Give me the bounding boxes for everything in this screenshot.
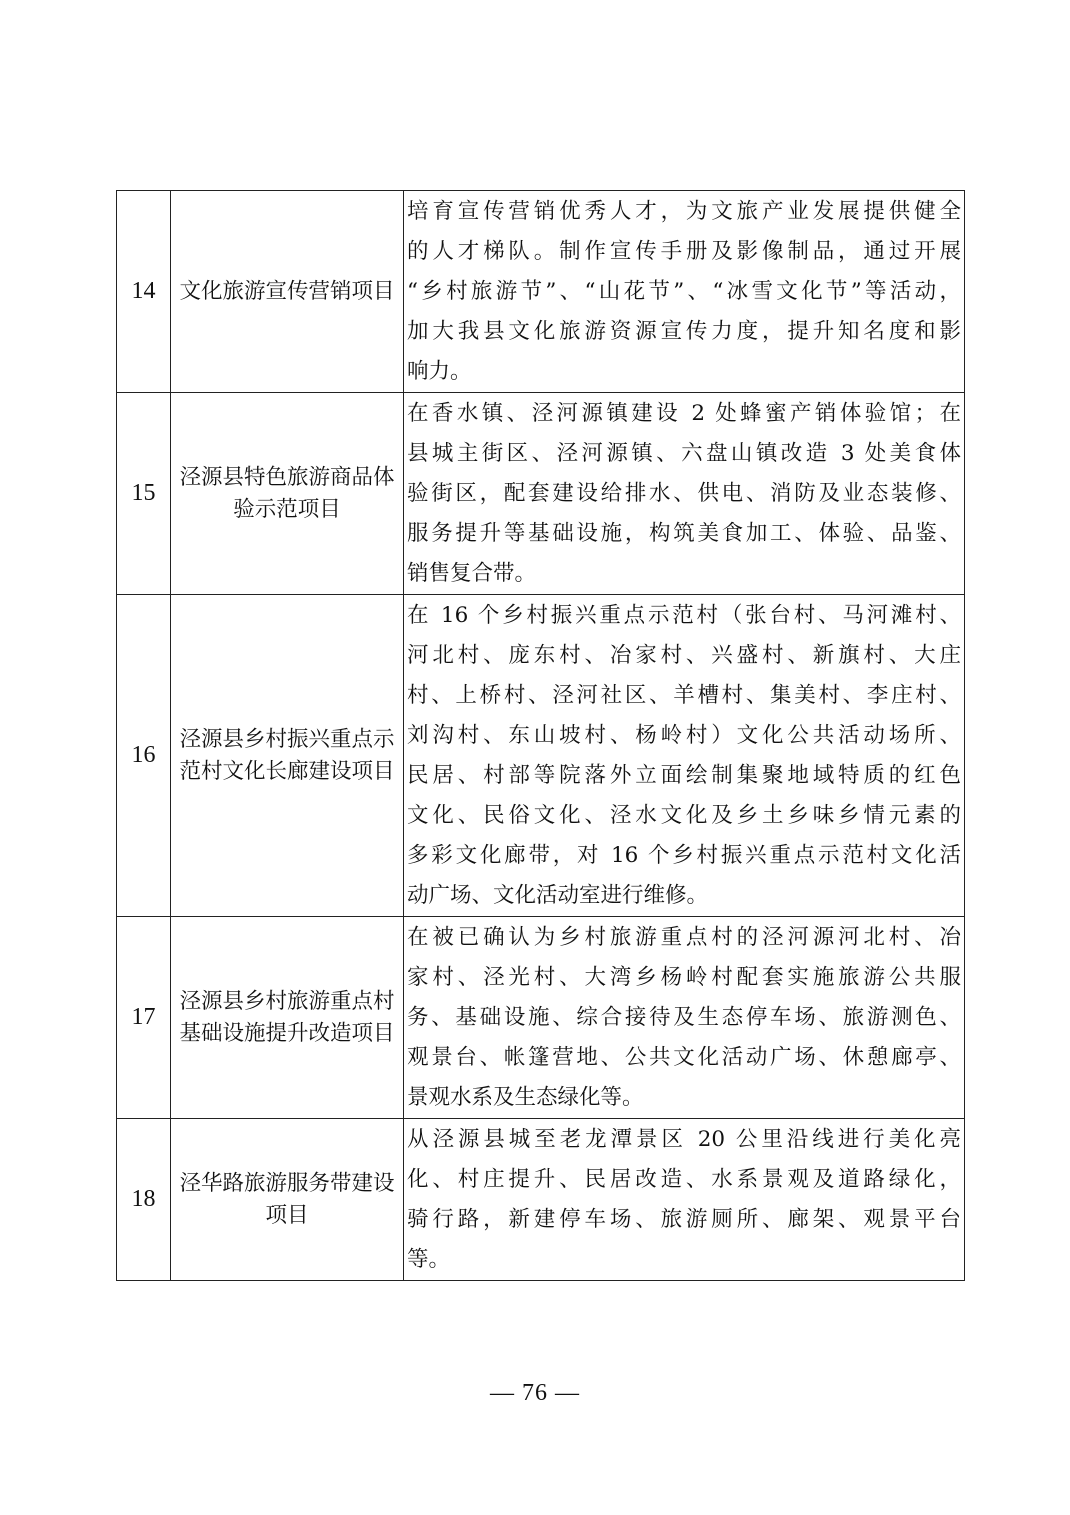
description-line: 文化、民俗文化、泾水文化及乡土乡味乡情元素的 (407, 802, 961, 828)
description-line: 化、村庄提升、民居改造、水系景观及道路绿化， (407, 1166, 961, 1192)
description-line: 加大我县文化旅游资源宣传力度，提升知名度和影 (407, 318, 961, 344)
description-line: 培育宣传营销优秀人才，为文旅产业发展提供健全 (407, 198, 961, 224)
description-line: 多彩文化廊带，对 16 个乡村振兴重点示范村文化活 (407, 842, 961, 868)
table-row (117, 1119, 965, 1281)
row-number: 15 (117, 393, 171, 595)
description-line: 村、上桥村、泾河社区、羊槽村、集美村、李庄村、 (407, 682, 961, 708)
description-line: 在被已确认为乡村旅游重点村的泾河源河北村、冶 (407, 924, 961, 950)
table-row (117, 191, 965, 393)
project-name: 泾源县乡村振兴重点示范村文化长廊建设项目 (171, 595, 404, 917)
project-name: 文化旅游宣传营销项目 (171, 191, 404, 393)
description-line: 在香水镇、泾河源镇建设 2 处蜂蜜产销体验馆；在 (407, 400, 961, 426)
description-line: 县城主街区、泾河源镇、六盘山镇改造 3 处美食体 (407, 440, 961, 466)
description-line: 的人才梯队。制作宣传手册及影像制品，通过开展 (407, 238, 961, 264)
project-table (116, 190, 965, 1281)
table-row (117, 393, 965, 595)
description-line: 家村、泾光村、大湾乡杨岭村配套实施旅游公共服 (407, 964, 961, 990)
description-line: 从泾源县城至老龙潭景区 20 公里沿线进行美化亮 (407, 1126, 961, 1152)
description-line: 等。 (407, 1246, 451, 1272)
project-name: 泾华路旅游服务带建设项目 (171, 1119, 404, 1281)
project-description (404, 595, 965, 917)
description-line: “乡村旅游节”、“山花节”、“冰雪文化节”等活动， (407, 278, 961, 304)
description-line: 务、基础设施、综合接待及生态停车场、旅游测色、 (407, 1004, 961, 1030)
description-line: 服务提升等基础设施，构筑美食加工、体验、品鉴、 (407, 520, 961, 546)
project-description (404, 191, 965, 393)
row-number: 16 (117, 595, 171, 917)
description-line: 刘沟村、东山坡村、杨岭村）文化公共活动场所、 (407, 722, 961, 748)
description-line: 民居、村部等院落外立面绘制集聚地域特质的红色 (407, 762, 961, 788)
table-row (117, 917, 965, 1119)
project-name: 泾源县乡村旅游重点村基础设施提升改造项目 (171, 917, 404, 1119)
description-line: 骑行路，新建停车场、旅游厕所、廊架、观景平台 (407, 1206, 961, 1232)
project-description (404, 1119, 965, 1281)
description-line: 景观水系及生态绿化等。 (407, 1084, 644, 1110)
row-number: 17 (117, 917, 171, 1119)
description-line: 验街区，配套建设给排水、供电、消防及业态装修、 (407, 480, 961, 506)
description-line: 响力。 (407, 358, 472, 384)
description-line: 河北村、庞东村、冶家村、兴盛村、新旗村、大庄 (407, 642, 961, 668)
description-line: 在 16 个乡村振兴重点示范村（张台村、马河滩村、 (407, 602, 961, 628)
row-number: 14 (117, 191, 171, 393)
project-name: 泾源县特色旅游商品体验示范项目 (171, 393, 404, 595)
description-line: 观景台、帐篷营地、公共文化活动广场、休憩廊亭、 (407, 1044, 961, 1070)
table-row (117, 595, 965, 917)
description-line: 销售复合带。 (407, 560, 537, 586)
description-line: 动广场、文化活动室进行维修。 (407, 882, 709, 908)
page-number: — 76 — (490, 1380, 580, 1406)
row-number: 18 (117, 1119, 171, 1281)
project-description (404, 393, 965, 595)
project-description (404, 917, 965, 1119)
